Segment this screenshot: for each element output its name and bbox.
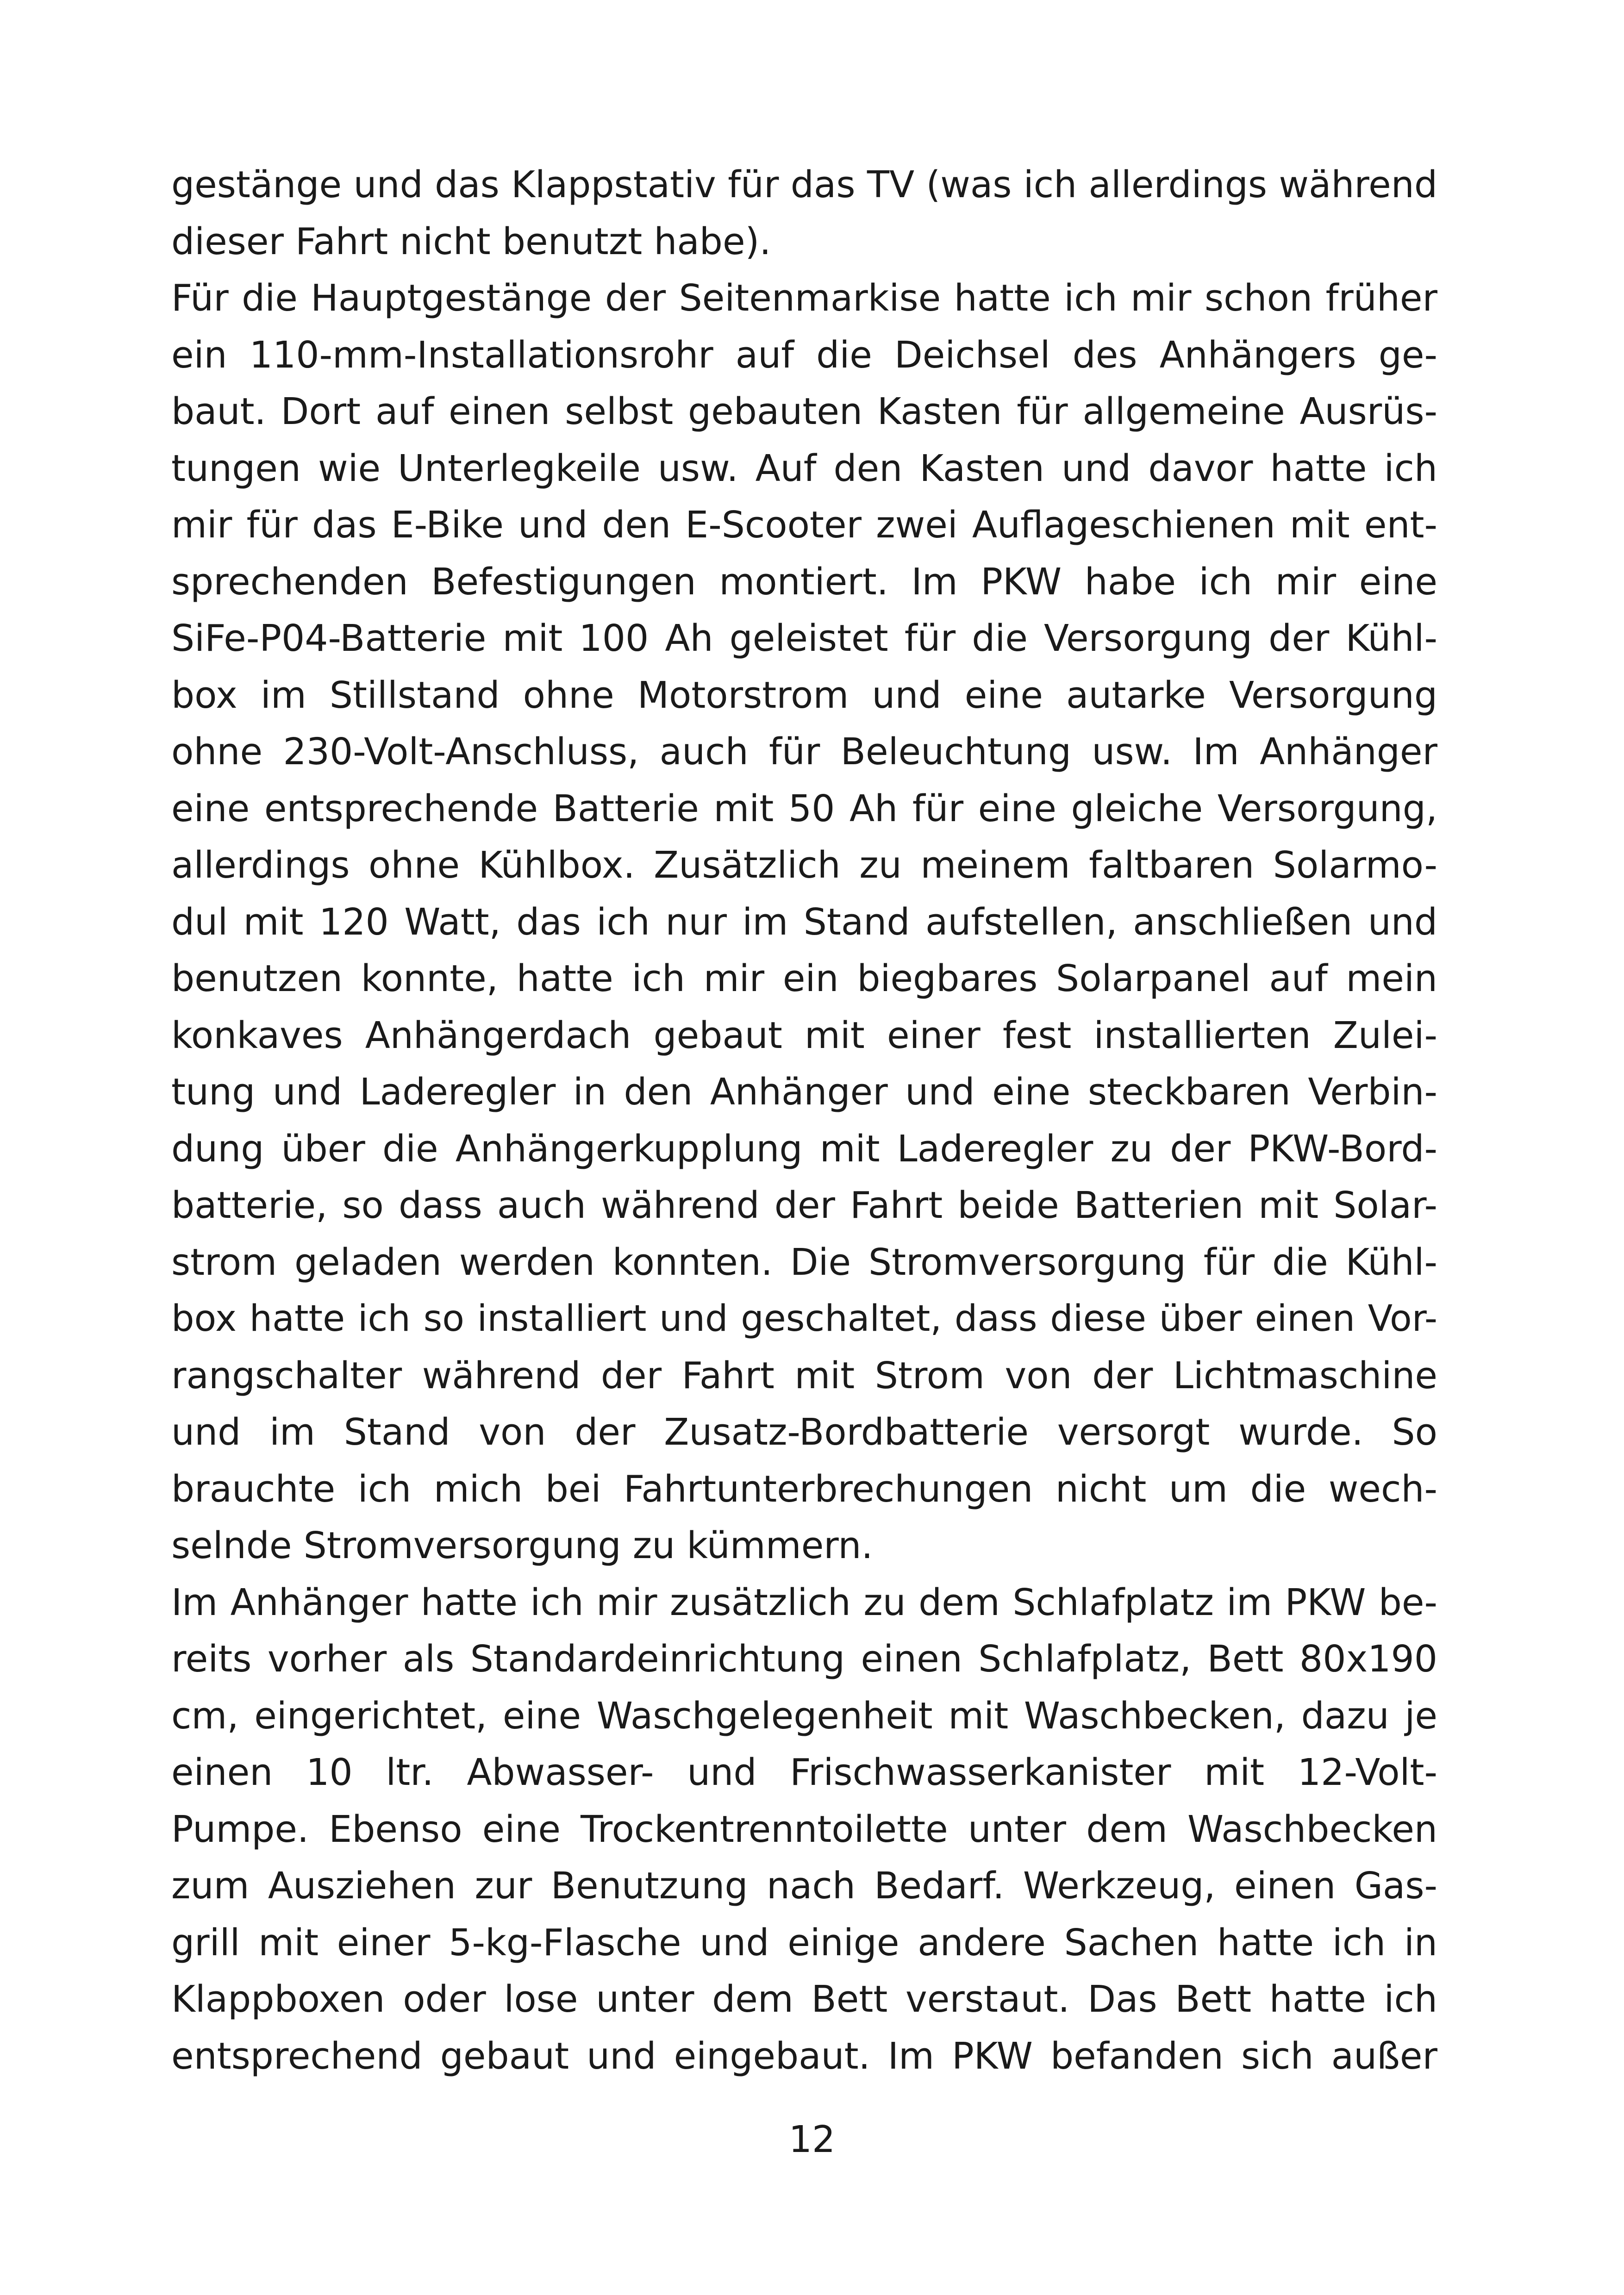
- text-line: konkaves Anhängerdach gebaut mit einer fest installierten Zulei-: [171, 1014, 1437, 1057]
- text-line: Für die Hauptgestänge der Seitenmarkise hatte ich mir schon früher: [171, 277, 1437, 319]
- text-line: benutzen konnte, hatte ich mir ein biegbares Solarpanel auf mein: [171, 957, 1437, 1000]
- paragraph: [171, 156, 1437, 270]
- text-line: baut. Dort auf einen selbst gebauten Kasten für allgemeine Ausrüs-: [171, 390, 1437, 433]
- text-line: ohne 230-Volt-Anschluss, auch für Beleuchtung usw. Im Anhänger: [171, 730, 1437, 773]
- text-line: gestänge und das Klappstativ für das TV (was ich allerdings während: [171, 163, 1437, 206]
- text-line: dieser Fahrt nicht benutzt habe).: [171, 220, 771, 263]
- text-line: ein 110-mm-Installationsrohr auf die Deichsel des Anhängers ge-: [171, 333, 1437, 376]
- text-line: eine entsprechende Batterie mit 50 Ah für eine gleiche Versorgung,: [171, 787, 1437, 830]
- text-line: strom geladen werden konnten. Die Stromversorgung für die Kühl-: [171, 1241, 1437, 1284]
- text-line: allerdings ohne Kühlbox. Zusätzlich zu meinem faltbaren Solarmo-: [171, 844, 1437, 886]
- body-text: [171, 156, 1437, 2084]
- text-line: rangschalter während der Fahrt mit Strom von der Lichtmaschine: [171, 1354, 1437, 1397]
- text-line: dul mit 120 Watt, das ich nur im Stand aufstellen, anschließen und: [171, 900, 1437, 943]
- text-line: SiFe-P04-Batterie mit 100 Ah geleistet für die Versorgung der Kühl-: [171, 617, 1437, 660]
- text-line: batterie, so dass auch während der Fahrt beide Batterien mit Solar-: [171, 1184, 1437, 1227]
- text-line: cm, eingerichtet, eine Waschgelegenheit mit Waschbecken, dazu je: [171, 1694, 1437, 1737]
- text-line: mir für das E-Bike und den E-Scooter zwei Auflageschienen mit ent-: [171, 504, 1437, 546]
- text-line: box im Stillstand ohne Motorstrom und eine autarke Versorgung: [171, 674, 1437, 717]
- text-line: Klappboxen oder lose unter dem Bett verstaut. Das Bett hatte ich: [171, 1978, 1437, 2021]
- text-line: einen 10 ltr. Abwasser- und Frischwasserkanister mit 12-Volt-: [171, 1751, 1437, 1794]
- paragraph: [171, 1574, 1437, 2085]
- text-line: dung über die Anhängerkupplung mit Laderegler zu der PKW-Bord-: [171, 1127, 1437, 1170]
- paragraph: [171, 270, 1437, 1574]
- text-line: brauchte ich mich bei Fahrtunterbrechungen nicht um die wech-: [171, 1467, 1437, 1510]
- text-line: sprechenden Befestigungen montiert. Im PKW habe ich mir eine: [171, 560, 1437, 603]
- text-line: Pumpe. Ebenso eine Trockentrenntoilette unter dem Waschbecken: [171, 1808, 1437, 1851]
- text-line: Im Anhänger hatte ich mir zusätzlich zu dem Schlafplatz im PKW be-: [171, 1581, 1437, 1624]
- text-line: entsprechend gebaut und eingebaut. Im PKW befanden sich außer: [171, 2034, 1437, 2077]
- text-line: box hatte ich so installiert und geschaltet, dass diese über einen Vor-: [171, 1298, 1437, 1340]
- text-line: reits vorher als Standardeinrichtung einen Schlafplatz, Bett 80x190: [171, 1638, 1437, 1680]
- text-line: grill mit einer 5-kg-Flasche und einige andere Sachen hatte ich in: [171, 1921, 1437, 1964]
- text-line: selnde Stromversorgung zu kümmern.: [171, 1524, 873, 1567]
- text-line: und im Stand von der Zusatz-Bordbatterie versorgt wurde. So: [171, 1411, 1437, 1453]
- text-line: tung und Laderegler in den Anhänger und eine steckbaren Verbin-: [171, 1071, 1437, 1113]
- page-number: 12: [788, 2118, 836, 2161]
- text-line: tungen wie Unterlegkeile usw. Auf den Kasten und davor hatte ich: [171, 447, 1437, 490]
- text-line: zum Ausziehen zur Benutzung nach Bedarf. Werkzeug, einen Gas-: [171, 1865, 1437, 1907]
